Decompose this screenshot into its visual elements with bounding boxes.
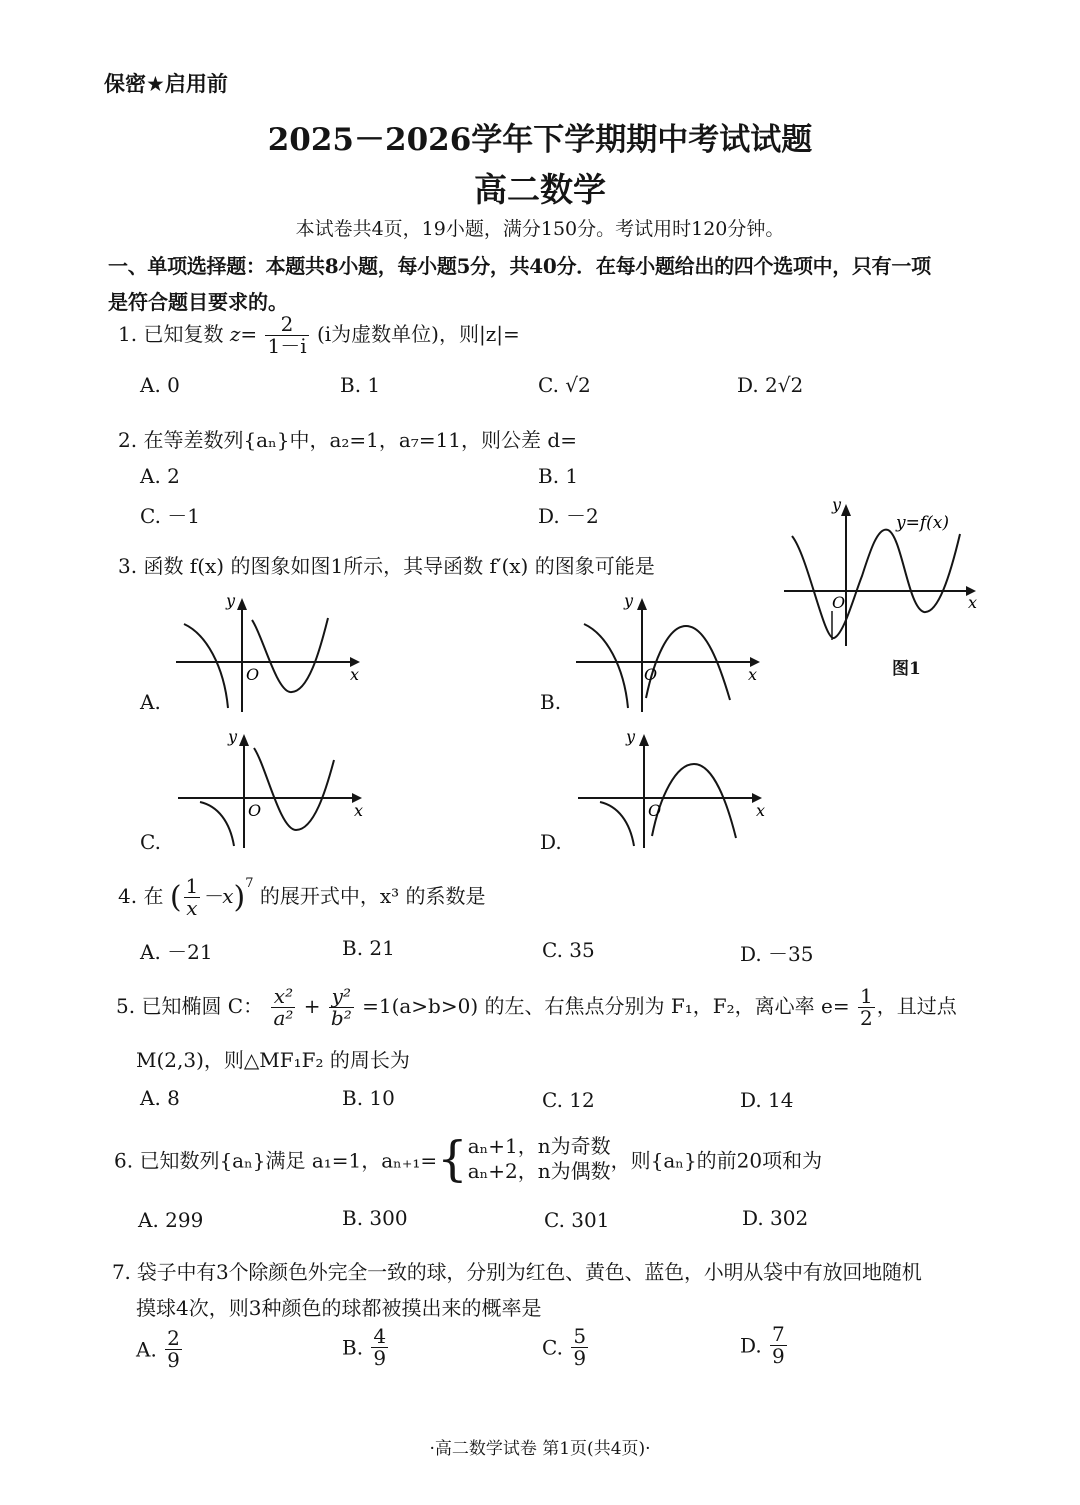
q7-option-b[interactable] [342,1326,390,1369]
question-4 [118,876,486,919]
q7-a-label: A. [136,1337,157,1362]
fig1-y-label: y [832,496,842,514]
graph-c-y-label: y [228,727,238,746]
q6-prefix: 6. 已知数列{aₙ}满足 a₁=1，aₙ₊₁= [114,1148,438,1173]
q7-b-label: B. [342,1335,364,1360]
graph-option-a[interactable] [168,590,378,720]
q5-fraction-y [329,986,354,1029]
q1-prefix: 1. 已知复数 [118,322,224,346]
question-5 [116,986,957,1029]
graph-a-x-label: x [350,665,360,684]
q5-option-a[interactable]: A. 8 [140,1086,180,1110]
q7-b-num: 4 [373,1324,387,1348]
q6-case-odd: aₙ+1，n为奇数 [467,1134,611,1158]
q1-denominator: 1－i [267,334,307,358]
q7-c-den: 9 [573,1346,587,1370]
q2-option-c[interactable]: C. －1 [140,504,201,528]
q4-power: 7 [245,876,254,891]
graph-b-origin: O [644,665,658,684]
q4-paren-close: ) [233,880,246,915]
q1-suffix: (i为虚数单位)，则|z|= [316,322,520,346]
q7-a-fraction [165,1328,182,1371]
q5-prefix: 5. 已知椭圆 C： [116,994,264,1018]
figure-1-caption: 图1 [892,659,921,679]
graph-d-x-label: x [756,801,766,820]
q1-option-a[interactable]: A. 0 [140,373,180,397]
q6-cases [468,1134,611,1184]
q3-option-d[interactable]: D. [540,830,562,854]
graph-a-y-label: y [226,591,236,610]
graph-a-origin: O [246,665,260,684]
graph-d-y-label: y [626,727,636,746]
question-7: 7. 袋子中有3个除颜色外完全一致的球，分别为红色、黄色、蓝色，小明从袋中有放回地随机 [112,1260,922,1284]
question-7-line2: 摸球4次，则3种颜色的球都被摸出来的概率是 [136,1296,542,1320]
q4-option-c[interactable]: C. 35 [542,938,595,962]
section-heading: 一、单项选择题：本题共8小题，每小题5分，共40分．在每小题给出的四个选项中，只有一项 [108,254,931,278]
q2-option-d[interactable]: D. －2 [538,504,599,528]
q4-option-b[interactable]: B. 21 [342,936,395,960]
q7-c-fraction [571,1326,588,1369]
q5-fraction-x [271,986,295,1029]
q3-option-c[interactable]: C. [140,830,161,854]
q2-option-a[interactable]: A. 2 [140,464,180,488]
graph-c-x-label: x [354,801,364,820]
q4-suffix: 的展开式中，x³ 的系数是 [259,884,486,908]
q1-z: z [229,322,241,346]
q1-option-b[interactable]: B. 1 [340,373,381,397]
q1-fraction [265,314,308,357]
q5-tail: ，且过点 [876,994,957,1018]
q3-option-b[interactable]: B. [540,690,562,714]
graph-option-d[interactable] [570,726,780,856]
q5-y2: y² [329,986,354,1008]
q6-suffix: ，则{aₙ}的前20项和为 [610,1148,823,1173]
q7-a-num: 2 [167,1326,180,1350]
q5-option-c[interactable]: C. 12 [542,1088,595,1112]
q5-b2: b² [330,1006,352,1030]
fig1-function-label: y=f(x) [896,513,949,533]
q1-option-c[interactable]: C. √2 [538,373,591,397]
section-heading-cont: 是符合题目要求的。 [108,290,288,314]
q4-option-d[interactable]: D. －35 [740,942,814,966]
fig1-origin: O [832,593,846,612]
q5-x2: x² [271,986,295,1008]
graph-option-c[interactable] [170,726,380,856]
q1-eq: = [240,322,258,346]
q5-fraction-e [858,986,875,1029]
question-2: 2. 在等差数列{aₙ}中，a₂=1，a₇=11，则公差 d= [118,428,577,452]
q4-numerator: 1 [185,874,199,898]
graph-b-x-label: x [748,665,758,684]
q6-brace-icon: { [437,1131,468,1187]
q5-plus: + [303,994,321,1018]
q5-a2: a² [273,1006,294,1030]
q6-option-b[interactable]: B. 300 [342,1206,408,1230]
question-6 [114,1131,823,1187]
question-1 [118,314,520,357]
exam-title: 2025－2026学年下学期期中考试试题 [267,122,813,158]
graph-d-origin: O [648,801,662,820]
q7-d-label: D. [740,1333,762,1358]
secrecy-label: 保密★启用前 [104,72,228,96]
page-footer: ·高二数学试卷 第1页(共4页)· [429,1439,651,1459]
q4-option-a[interactable]: A. －21 [140,940,213,964]
graph-option-b[interactable] [568,590,778,720]
q7-b-fraction [371,1326,388,1369]
q1-numerator: 2 [265,314,308,336]
q7-option-c[interactable] [542,1326,590,1369]
q4-paren-open: ( [169,880,182,915]
q7-a-den: 9 [167,1348,180,1372]
graph-b-y-label: y [624,591,634,610]
question-3: 3. 函数 f(x) 的图象如图1所示，其导函数 f′(x) 的图象可能是 [118,554,655,578]
q2-option-b[interactable]: B. 1 [538,464,579,488]
q3-option-a[interactable]: A. [140,690,161,714]
q7-option-d[interactable] [740,1324,789,1367]
q7-d-num: 7 [772,1322,785,1346]
q5-e-num: 1 [859,984,873,1008]
q5-option-b[interactable]: B. 10 [342,1086,395,1110]
q6-option-a[interactable]: A. 299 [138,1208,204,1232]
q7-b-den: 9 [373,1346,387,1370]
q6-case-even: aₙ+2，n为偶数 [467,1159,611,1183]
q5-mid: =1(a>b>0) 的左、右焦点分别为 F₁，F₂，离心率 e= [362,994,850,1018]
q7-d-den: 9 [772,1344,785,1368]
q7-c-label: C. [542,1335,563,1360]
figure-1-graph [778,496,983,656]
q5-e-den: 2 [859,1006,873,1030]
q4-minus-x: －x [202,884,234,908]
q4-denominator: x [186,896,198,920]
q6-option-d[interactable]: D. 302 [742,1206,809,1230]
question-5-line2: M(2,3)，则△MF₁F₂ 的周长为 [136,1048,410,1072]
subject-title: 高二数学 [474,170,606,209]
q4-fraction [184,876,201,919]
graph-c-origin: O [248,801,262,820]
q1-option-d[interactable]: D. 2√2 [737,373,804,397]
exam-info: 本试卷共4页，19小题，满分150分。考试用时120分钟。 [295,218,785,240]
q6-option-c[interactable]: C. 301 [544,1208,610,1232]
q7-c-num: 5 [573,1324,587,1348]
q7-d-fraction [770,1324,787,1367]
fig1-x-label: x [968,593,978,612]
q7-option-a[interactable] [136,1328,184,1371]
q5-option-d[interactable]: D. 14 [740,1088,794,1112]
q4-prefix: 4. 在 [118,884,164,908]
